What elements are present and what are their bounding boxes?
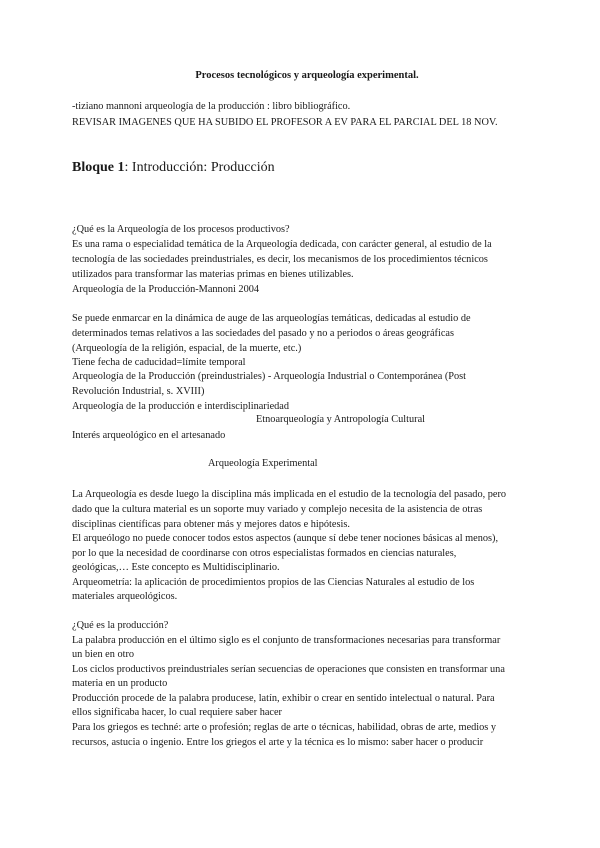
paragraph-line: ¿Qué es la Arqueología de los procesos productivos? (72, 224, 290, 235)
header-line: REVISAR IMAGENES QUE HA SUBIDO EL PROFESOR A EV PARA EL PARCIAL DEL 18 NOV. (72, 117, 498, 128)
paragraph-line: recursos, astucia o ingenio. Entre los griegos el arte y la técnica es lo mismo: saber hacer o producir (72, 737, 484, 748)
header-line: -tiziano mannoni arqueología de la producción : libro bibliográfico. (72, 101, 351, 112)
paragraph-line: Arqueología de la Producción-Mannoni 2004 (72, 284, 260, 295)
paragraph-line: ¿Qué es la producción? (72, 620, 169, 631)
subsection-heading: Arqueología Experimental (208, 458, 318, 469)
paragraph-line: Interés arqueológico en el artesanado (72, 430, 226, 441)
bloque-label: Bloque 1 (72, 160, 125, 175)
paragraph-line: El arqueólogo no puede conocer todos estos aspectos (aunque sí debe tener nociones básicas al menos), (72, 533, 499, 544)
paragraph-line: materia en un producto (72, 678, 168, 689)
paragraph-line: dado que la cultura material es un soporte muy variado y complejo necesita de la asistencia de otras (72, 504, 483, 515)
paragraph-line: La Arqueología es desde luego la disciplina más implicada en el estudio de la tecnología del pasado, pero (72, 489, 507, 500)
paragraph-line: materiales arqueológicos. (72, 591, 178, 602)
document-title: Procesos tecnológicos y arqueología experimental. (195, 70, 419, 81)
etnoarqueologia-line: Etnoarqueología y Antropología Cultural (256, 414, 426, 425)
paragraph-line: Para los griegos es techné: arte o profesión; reglas de arte o técnicas, habilidad, obras de arte, medios y (72, 722, 497, 733)
bloque-text: : Introducción: Producción (124, 160, 275, 175)
paragraph-line: disciplinas científicas para obtener más y mejores datos e hipótesis. (72, 519, 350, 530)
paragraph-line: tecnología de las sociedades preindustriales, es decir, los mecanismos de los procedimientos técnicos (72, 254, 488, 265)
paragraph-line: Es una rama o especialidad temática de la Arqueología dedicada, con carácter general, al estudio de la (72, 239, 492, 250)
paragraph-line: por lo que la necesidad de coordinarse con otros especialistas formados en ciencias naturales, (72, 548, 457, 559)
paragraph-line: determinados temas relativos a las sociedades del pasado y no a periodos o áreas geográficas (72, 328, 454, 339)
paragraph-line: Arqueometría: la aplicación de procedimientos propios de las Ciencias Naturales al estudio de los (72, 577, 475, 588)
section-heading (72, 160, 275, 176)
paragraph-line: geológicas,… Este concepto es Multidisciplinario. (72, 562, 280, 573)
paragraph-line: un bien en otro (72, 649, 135, 660)
paragraph-line: Se puede enmarcar en la dinámica de auge de las arqueologías temáticas, dedicadas al estudio de (72, 313, 471, 324)
paragraph-line: (Arqueología de la religión, espacial, de la muerte, etc.) (72, 343, 302, 354)
paragraph-line: Los ciclos productivos preindustriales serían secuencias de operaciones que consisten en transformar una (72, 664, 505, 675)
paragraph-line: Revolución Industrial, s. XVIII) (72, 386, 205, 397)
paragraph-line: utilizados para transformar las materias primas en bienes utilizables. (72, 269, 354, 280)
paragraph-line: La palabra producción en el último siglo es el conjunto de transformaciones necesarias para transformar (72, 635, 501, 646)
paragraph-line: Producción procede de la palabra producese, latín, exhibir o crear en sentido intelectual o natural. Para (72, 693, 495, 704)
paragraph-line: ellos significaba hacer, lo cual requiere saber hacer (72, 707, 282, 718)
paragraph-line: Arqueología de la Producción (preindustriales) - Arqueología Industrial o Contemporánea (Post (72, 371, 467, 382)
paragraph-line: Arqueología de la producción e interdisciplinariedad (72, 401, 290, 412)
paragraph-line: Tiene fecha de caducidad=límite temporal (72, 357, 246, 368)
